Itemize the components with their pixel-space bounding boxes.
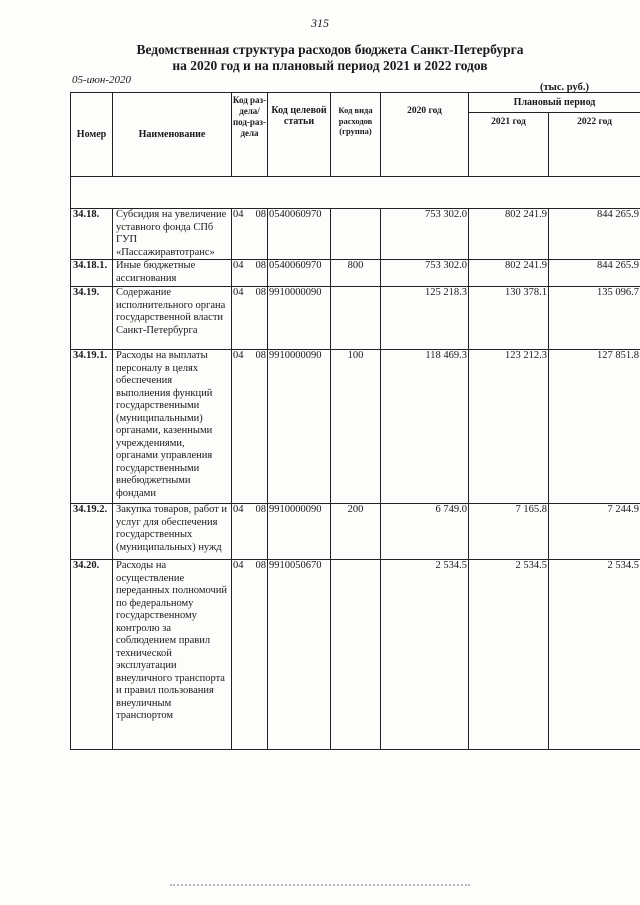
- page-number: 315: [311, 16, 329, 30]
- header-number: Номер: [71, 93, 113, 177]
- row-amount-2020: 753 302.0: [381, 209, 469, 260]
- row-amount-2022: 135 096.7: [549, 287, 640, 350]
- header-plan-period: Плановый период: [469, 93, 640, 113]
- row-number: 34.18.: [71, 209, 113, 260]
- row-target-code: 0540060970: [268, 209, 331, 260]
- row-expense-code: [331, 287, 381, 350]
- row-number: 34.19.1.: [71, 350, 113, 504]
- scan-artifact-divider: [170, 884, 470, 890]
- header-expense-code: Код вида расходов (группа): [331, 93, 381, 177]
- row-amount-2021: 802 241.9: [469, 260, 549, 287]
- row-name: Содержание исполнительного органа государственной власти Санкт-Петербурга: [113, 287, 232, 350]
- row-amount-2020: 6 749.0: [381, 504, 469, 560]
- row-name: Расходы на осуществление переданных полномочий по федеральному государственному контролю за соблюдением правил технической эксплуатации внеуличного транспорта и правил пользования внеуличным транспортом: [113, 560, 232, 750]
- row-name: Субсидия на увеличение уставного фонда СПб ГУП «Пассажиравтотранс»: [113, 209, 232, 260]
- row-target-code: 9910000090: [268, 504, 331, 560]
- header-year-2020: 2020 год: [381, 93, 469, 177]
- row-amount-2022: 844 265.9: [549, 260, 640, 287]
- title-line-1: Ведомственная структура расходов бюджета Санкт-Петербурга: [136, 42, 524, 57]
- row-amount-2020: 118 469.3: [381, 350, 469, 504]
- row-target-code: 9910000090: [268, 350, 331, 504]
- header-section-code: Код раз-дела/ под-раз-дела: [232, 93, 268, 177]
- row-amount-2021: 2 534.5: [469, 560, 549, 750]
- row-number: 34.20.: [71, 560, 113, 750]
- row-number: 34.19.2.: [71, 504, 113, 560]
- row-section-code: 04 08: [232, 287, 268, 350]
- header-target-code: Код целевой статьи: [268, 93, 331, 177]
- row-target-code: 0540060970: [268, 260, 331, 287]
- document-title: [60, 42, 600, 74]
- header-name: Наименование: [113, 93, 232, 177]
- row-name: Иные бюджетные ассигнования: [113, 260, 232, 287]
- row-number: 34.19.: [71, 287, 113, 350]
- row-expense-code: [331, 209, 381, 260]
- row-amount-2022: 7 244.9: [549, 504, 640, 560]
- row-name: Закупка товаров, работ и услуг для обеспечения государственных (муниципальных) нужд: [113, 504, 232, 560]
- row-amount-2020: 2 534.5: [381, 560, 469, 750]
- row-expense-code: 800: [331, 260, 381, 287]
- document-date: 05-июн-2020: [72, 74, 132, 86]
- row-amount-2021: 802 241.9: [469, 209, 549, 260]
- row-section-code: 04 08: [232, 350, 268, 504]
- header-spacer: [71, 177, 640, 209]
- row-section-code: 04 08: [232, 209, 268, 260]
- row-expense-code: 200: [331, 504, 381, 560]
- row-amount-2022: 844 265.9: [549, 209, 640, 260]
- row-section-code: 04 08: [232, 260, 268, 287]
- row-name: Расходы на выплаты персоналу в целях обеспечения выполнения функций государственными (муниципальными) органами, казенными учреждениями, органами управления государственными внебюджетными фондами: [113, 350, 232, 504]
- table-row: [71, 209, 640, 260]
- table-row: [71, 504, 640, 560]
- row-amount-2021: 7 165.8: [469, 504, 549, 560]
- table-row: [71, 260, 640, 287]
- header-year-2021: 2021 год: [469, 113, 549, 177]
- table-row: [71, 287, 640, 350]
- header-year-2022: 2022 год: [549, 113, 640, 177]
- row-amount-2020: 753 302.0: [381, 260, 469, 287]
- row-section-code: 04 08: [232, 504, 268, 560]
- row-target-code: 9910000090: [268, 287, 331, 350]
- row-expense-code: 100: [331, 350, 381, 504]
- table-header-row: [71, 93, 640, 113]
- row-amount-2022: 2 534.5: [549, 560, 640, 750]
- units-label: (тыс. руб.): [540, 82, 589, 93]
- table-row: [71, 350, 640, 504]
- row-amount-2022: 127 851.8: [549, 350, 640, 504]
- row-expense-code: [331, 560, 381, 750]
- row-amount-2020: 125 218.3: [381, 287, 469, 350]
- budget-table: [70, 92, 640, 748]
- table-row: [71, 560, 640, 750]
- row-target-code: 9910050670: [268, 560, 331, 750]
- row-number: 34.18.1.: [71, 260, 113, 287]
- row-section-code: 04 08: [232, 560, 268, 750]
- title-line-2: на 2020 год и на плановый период 2021 и 2022 годов: [172, 58, 488, 73]
- row-amount-2021: 123 212.3: [469, 350, 549, 504]
- row-amount-2021: 130 378.1: [469, 287, 549, 350]
